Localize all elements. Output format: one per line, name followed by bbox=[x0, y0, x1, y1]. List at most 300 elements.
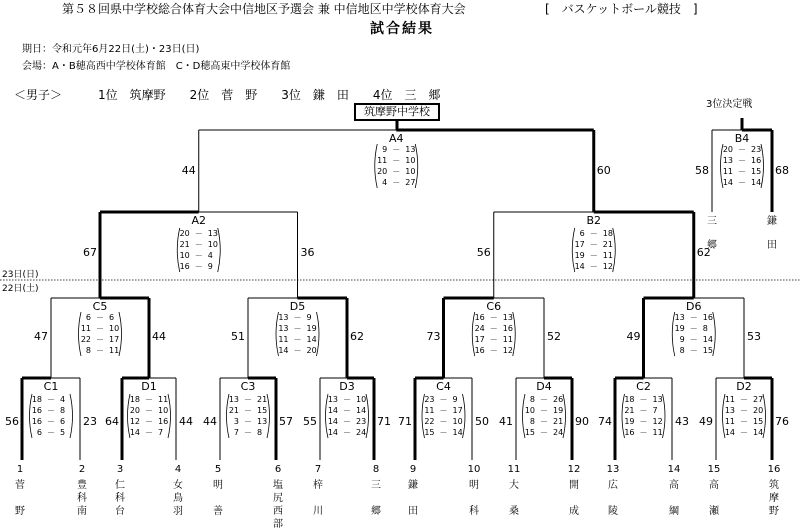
quarter-score: 16 bbox=[751, 156, 762, 165]
quarter-score: 4 bbox=[60, 395, 66, 404]
quarter-score: 16 bbox=[474, 313, 485, 322]
quarter-dash: － bbox=[439, 417, 448, 426]
quarter-score: 11 bbox=[602, 251, 613, 260]
team-name: 梓 bbox=[313, 480, 323, 491]
quarter-score: 9 bbox=[679, 335, 685, 344]
quarter-dash: － bbox=[293, 346, 302, 355]
third-place-team-name: 鎌 bbox=[767, 216, 777, 227]
right-total-score: 44 bbox=[179, 415, 193, 428]
left-total-score: 74 bbox=[598, 415, 612, 428]
quarter-score: 16 bbox=[31, 406, 42, 415]
left-total-score: 73 bbox=[426, 330, 441, 343]
team-name: 野 bbox=[769, 506, 779, 517]
quarter-dash: － bbox=[589, 240, 598, 249]
quarter-score: 22 bbox=[424, 417, 435, 426]
quarter-score: 10 bbox=[405, 167, 416, 176]
team-seed: 2 bbox=[78, 464, 86, 475]
quarter-score: 26 bbox=[553, 395, 564, 404]
team-name: 郷 bbox=[371, 506, 381, 517]
team-name: 三 bbox=[371, 480, 381, 491]
quarter-dash: － bbox=[145, 406, 153, 415]
team-name: 明 bbox=[469, 480, 479, 491]
team-name: 南 bbox=[77, 506, 87, 517]
quarter-score: 6 bbox=[85, 313, 91, 322]
team-name: 野 bbox=[15, 506, 25, 517]
team-name: 陵 bbox=[608, 506, 618, 517]
team-name: 開 bbox=[569, 480, 579, 491]
quarter-score: 12 bbox=[129, 417, 140, 426]
quarter-dash: － bbox=[740, 428, 748, 437]
quarter-score: 13 bbox=[724, 406, 735, 415]
quarter-score: 13 bbox=[405, 145, 416, 154]
day2-label: 23日(日) bbox=[2, 270, 39, 280]
quarter-dash: － bbox=[740, 417, 748, 426]
score-paren bbox=[168, 394, 171, 438]
right-total-score: 60 bbox=[596, 164, 611, 177]
team-name: 塩 bbox=[273, 480, 283, 491]
quarter-dash: － bbox=[343, 395, 351, 404]
quarter-score: 17 bbox=[109, 335, 120, 344]
team-name: 科 bbox=[77, 493, 87, 504]
team-name: 羽 bbox=[173, 506, 183, 517]
left-total-score: 55 bbox=[303, 415, 317, 428]
quarter-score: 21 bbox=[228, 406, 239, 415]
quarter-dash: － bbox=[540, 417, 548, 426]
quarter-score: 16 bbox=[624, 428, 635, 437]
game-id-label: D4 bbox=[536, 380, 552, 393]
quarter-dash: － bbox=[392, 167, 401, 176]
game-id-label: D6 bbox=[686, 300, 702, 313]
score-paren bbox=[79, 312, 82, 356]
team-seed: 9 bbox=[409, 464, 417, 475]
score-paren bbox=[218, 228, 221, 272]
quarter-score: 15 bbox=[751, 167, 762, 176]
right-total-score: 71 bbox=[377, 415, 391, 428]
quarter-score: 14 bbox=[356, 406, 367, 415]
quarter-dash: － bbox=[96, 313, 104, 322]
quarter-score: 20 bbox=[306, 346, 317, 355]
quarter-score: 11 bbox=[652, 428, 663, 437]
quarter-dash: － bbox=[343, 428, 351, 437]
team-name: 田 bbox=[408, 506, 418, 517]
quarter-dash: － bbox=[489, 346, 498, 355]
quarter-score: 8 bbox=[257, 428, 263, 437]
quarter-score: 13 bbox=[257, 417, 268, 426]
champion-box: 筑摩野中学校 bbox=[354, 103, 440, 121]
quarter-score: 14 bbox=[702, 335, 713, 344]
quarter-score: 24 bbox=[356, 428, 367, 437]
quarter-score: 10 bbox=[207, 240, 218, 249]
quarter-score: 6 bbox=[579, 229, 585, 238]
quarter-score: 7 bbox=[158, 428, 164, 437]
left-total-score: 44 bbox=[181, 164, 196, 177]
quarter-score: 8 bbox=[529, 395, 535, 404]
quarter-score: 9 bbox=[306, 313, 312, 322]
quarter-dash: － bbox=[244, 428, 252, 437]
quarter-dash: － bbox=[96, 346, 104, 355]
right-total-score: 36 bbox=[300, 246, 315, 259]
quarter-score: 13 bbox=[652, 395, 663, 404]
quarter-score: 11 bbox=[724, 417, 735, 426]
quarter-score: 20 bbox=[722, 145, 733, 154]
third-place-team-name: 田 bbox=[767, 240, 777, 251]
quarter-score: 13 bbox=[278, 324, 289, 333]
quarter-dash: － bbox=[540, 406, 548, 415]
quarter-score: 11 bbox=[158, 395, 169, 404]
quarter-dash: － bbox=[343, 417, 351, 426]
quarter-score: 24 bbox=[474, 324, 485, 333]
team-seed: 16 bbox=[767, 464, 781, 475]
quarter-dash: － bbox=[738, 178, 746, 187]
quarter-dash: － bbox=[392, 145, 401, 154]
quarter-score: 27 bbox=[405, 178, 416, 187]
quarter-score: 14 bbox=[753, 428, 764, 437]
score-paren bbox=[713, 312, 716, 356]
team-name: 西 bbox=[273, 506, 283, 517]
quarter-score: 10 bbox=[452, 417, 463, 426]
quarter-dash: － bbox=[639, 428, 648, 437]
team-name: 瀬 bbox=[709, 506, 719, 517]
quarter-dash: － bbox=[439, 395, 448, 404]
quarter-score: 10 bbox=[158, 406, 169, 415]
quarter-score: 6 bbox=[109, 313, 115, 322]
game-id-label: C5 bbox=[92, 300, 108, 313]
left-total-score: 67 bbox=[83, 246, 97, 259]
team-seed: 5 bbox=[214, 464, 222, 475]
quarter-dash: － bbox=[489, 335, 498, 344]
quarter-score: 3 bbox=[233, 417, 239, 426]
game-id-label: D2 bbox=[736, 380, 752, 393]
right-total-score: 90 bbox=[575, 415, 589, 428]
quarter-score: 19 bbox=[674, 324, 685, 333]
score-paren bbox=[563, 394, 566, 438]
left-total-score: 64 bbox=[105, 415, 119, 428]
left-total-score: 41 bbox=[499, 415, 513, 428]
quarter-score: 11 bbox=[377, 156, 388, 165]
team-seed: 11 bbox=[507, 464, 521, 475]
quarter-score: 16 bbox=[702, 313, 713, 322]
quarter-score: 15 bbox=[702, 346, 713, 355]
game-id-label: B2 bbox=[586, 214, 602, 227]
quarter-dash: － bbox=[589, 262, 598, 271]
left-total-score: 56 bbox=[5, 415, 19, 428]
quarter-score: 4 bbox=[207, 251, 213, 260]
quarter-score: 16 bbox=[502, 324, 513, 333]
quarter-dash: － bbox=[489, 313, 498, 322]
game-id-label: D1 bbox=[141, 380, 157, 393]
quarter-dash: － bbox=[540, 428, 548, 437]
left-total-score: 47 bbox=[34, 330, 48, 343]
quarter-score: 20 bbox=[179, 229, 190, 238]
quarter-score: 19 bbox=[306, 324, 317, 333]
right-total-score: 53 bbox=[747, 330, 761, 343]
quarter-dash: － bbox=[738, 145, 746, 154]
final-rankings: ＜男子＞ 1位 筑摩野 2位 菅 野 3位 鎌 田 4位 三 郷 bbox=[14, 88, 441, 102]
score-paren bbox=[415, 144, 418, 188]
quarter-score: 16 bbox=[179, 262, 190, 271]
team-name: 科 bbox=[115, 493, 125, 504]
quarter-score: 18 bbox=[624, 395, 635, 404]
quarter-score: 14 bbox=[327, 428, 338, 437]
quarter-score: 11 bbox=[109, 346, 120, 355]
right-total-score: 52 bbox=[547, 330, 561, 343]
quarter-score: 7 bbox=[233, 428, 239, 437]
team-name: 川 bbox=[313, 506, 323, 517]
quarter-score: 11 bbox=[424, 406, 435, 415]
quarter-score: 15 bbox=[257, 406, 268, 415]
quarter-dash: － bbox=[145, 417, 153, 426]
quarter-score: 24 bbox=[553, 428, 564, 437]
right-total-score: 62 bbox=[696, 246, 711, 259]
team-name: 科 bbox=[469, 506, 479, 517]
quarter-score: 14 bbox=[306, 335, 317, 344]
page-title: 第５８回県中学校総合体育大会中信地区予選会 兼 中信地区中学校体育大会 bbox=[62, 2, 466, 16]
left-total-score: 71 bbox=[398, 415, 412, 428]
team-name: 桑 bbox=[509, 506, 519, 517]
quarter-score: 23 bbox=[356, 417, 367, 426]
team-name: 鳥 bbox=[173, 493, 183, 504]
quarter-dash: － bbox=[96, 324, 104, 333]
team-seed: 6 bbox=[274, 464, 282, 475]
team-seed: 4 bbox=[174, 464, 182, 475]
game-id-label: B4 bbox=[734, 132, 750, 145]
quarter-dash: － bbox=[689, 346, 698, 355]
quarter-dash: － bbox=[639, 417, 648, 426]
team-name: 高 bbox=[709, 480, 719, 491]
quarter-score: 13 bbox=[278, 313, 289, 322]
quarter-score: 11 bbox=[502, 335, 513, 344]
score-paren bbox=[366, 394, 369, 438]
event-venue: 会場：A・B穂高西中学校体育館 C・D穂高東中学校体育館 bbox=[22, 61, 291, 72]
left-total-score: 58 bbox=[695, 164, 709, 177]
quarter-score: 13 bbox=[228, 395, 239, 404]
game-id-label: C1 bbox=[43, 380, 59, 393]
quarter-dash: － bbox=[244, 395, 252, 404]
quarter-dash: － bbox=[439, 428, 448, 437]
quarter-score: 8 bbox=[529, 417, 535, 426]
page-subtitle: 試合結果 bbox=[370, 21, 434, 37]
quarter-score: 21 bbox=[602, 240, 613, 249]
game-id-label: C4 bbox=[436, 380, 451, 393]
quarter-dash: － bbox=[639, 406, 648, 415]
quarter-dash: － bbox=[47, 417, 55, 426]
team-seed: 12 bbox=[567, 464, 581, 475]
quarter-score: 11 bbox=[80, 324, 91, 333]
quarter-dash: － bbox=[589, 251, 598, 260]
quarter-score: 8 bbox=[60, 406, 66, 415]
score-paren bbox=[317, 312, 320, 356]
quarter-score: 10 bbox=[405, 156, 416, 165]
team-name: 鎌 bbox=[408, 480, 418, 491]
quarter-dash: － bbox=[392, 156, 401, 165]
quarter-score: 23 bbox=[751, 145, 762, 154]
quarter-score: 10 bbox=[356, 395, 367, 404]
quarter-score: 21 bbox=[179, 240, 190, 249]
quarter-score: 12 bbox=[652, 417, 663, 426]
quarter-score: 14 bbox=[724, 428, 735, 437]
quarter-score: 9 bbox=[382, 145, 388, 154]
quarter-score: 18 bbox=[129, 395, 140, 404]
quarter-score: 19 bbox=[553, 406, 564, 415]
quarter-score: 16 bbox=[474, 346, 485, 355]
score-paren bbox=[70, 394, 73, 438]
quarter-dash: － bbox=[689, 313, 698, 322]
quarter-dash: － bbox=[639, 395, 648, 404]
event-dates: 期日：令和元年6月22日(土)・23日(日) bbox=[22, 44, 200, 55]
quarter-score: 9 bbox=[207, 262, 213, 271]
left-total-score: 49 bbox=[699, 415, 713, 428]
right-total-score: 50 bbox=[475, 415, 489, 428]
team-name: 広 bbox=[608, 480, 618, 491]
quarter-score: 8 bbox=[702, 324, 708, 333]
quarter-dash: － bbox=[194, 251, 203, 260]
quarter-score: 14 bbox=[452, 428, 463, 437]
quarter-dash: － bbox=[439, 406, 448, 415]
quarter-score: 4 bbox=[382, 178, 388, 187]
team-name: 筑 bbox=[769, 480, 779, 491]
team-name: 台 bbox=[115, 506, 125, 517]
game-id-label: C3 bbox=[240, 380, 256, 393]
quarter-score: 17 bbox=[574, 240, 585, 249]
quarter-dash: － bbox=[145, 428, 153, 437]
quarter-score: 18 bbox=[31, 395, 42, 404]
quarter-dash: － bbox=[293, 324, 302, 333]
quarter-dash: － bbox=[489, 324, 498, 333]
left-total-score: 44 bbox=[203, 415, 217, 428]
right-total-score: 76 bbox=[775, 415, 789, 428]
day1-label: 22日(土) bbox=[2, 284, 39, 294]
quarter-score: 19 bbox=[574, 251, 585, 260]
quarter-score: 10 bbox=[109, 324, 120, 333]
quarter-score: 11 bbox=[278, 335, 289, 344]
quarter-score: 12 bbox=[502, 346, 513, 355]
quarter-score: 14 bbox=[751, 178, 762, 187]
game-id-label: A2 bbox=[191, 214, 207, 227]
score-paren bbox=[763, 394, 766, 438]
quarter-dash: － bbox=[47, 406, 55, 415]
quarter-score: 17 bbox=[474, 335, 485, 344]
quarter-score: 13 bbox=[502, 313, 513, 322]
score-paren bbox=[613, 228, 616, 272]
quarter-score: 11 bbox=[724, 395, 735, 404]
team-seed: 10 bbox=[467, 464, 481, 475]
right-total-score: 23 bbox=[83, 415, 97, 428]
right-total-score: 57 bbox=[279, 415, 293, 428]
team-name: 綱 bbox=[669, 506, 679, 517]
score-paren bbox=[513, 312, 516, 356]
quarter-dash: － bbox=[293, 335, 302, 344]
quarter-dash: － bbox=[738, 156, 746, 165]
quarter-dash: － bbox=[689, 324, 698, 333]
quarter-dash: － bbox=[194, 229, 203, 238]
quarter-score: 27 bbox=[753, 395, 764, 404]
team-name: 大 bbox=[509, 480, 519, 491]
quarter-score: 5 bbox=[60, 428, 66, 437]
quarter-dash: － bbox=[244, 406, 252, 415]
left-total-score: 56 bbox=[476, 246, 491, 259]
third-place-team-name: 郷 bbox=[707, 240, 717, 251]
quarter-score: 16 bbox=[158, 417, 169, 426]
quarter-dash: － bbox=[47, 395, 55, 404]
team-seed: 15 bbox=[707, 464, 721, 475]
quarter-dash: － bbox=[740, 395, 748, 404]
quarter-dash: － bbox=[96, 335, 104, 344]
quarter-dash: － bbox=[589, 229, 598, 238]
quarter-score: 22 bbox=[80, 335, 91, 344]
quarter-score: 13 bbox=[722, 156, 733, 165]
quarter-score: 14 bbox=[278, 346, 289, 355]
quarter-score: 14 bbox=[722, 178, 733, 187]
third-place-label: 3位決定戦 bbox=[706, 99, 753, 110]
quarter-score: 20 bbox=[377, 167, 388, 176]
quarter-dash: － bbox=[689, 335, 698, 344]
quarter-score: 13 bbox=[327, 395, 338, 404]
team-name: 女 bbox=[173, 480, 183, 491]
team-name: 仁 bbox=[115, 480, 125, 491]
quarter-score: 21 bbox=[624, 406, 635, 415]
quarter-score: 20 bbox=[129, 406, 140, 415]
quarter-score: 6 bbox=[36, 428, 42, 437]
quarter-score: 19 bbox=[624, 417, 635, 426]
quarter-dash: － bbox=[293, 313, 302, 322]
team-seed: 13 bbox=[606, 464, 620, 475]
quarter-dash: － bbox=[540, 395, 548, 404]
quarter-score: 16 bbox=[31, 417, 42, 426]
quarter-score: 21 bbox=[257, 395, 268, 404]
quarter-score: 14 bbox=[327, 406, 338, 415]
quarter-score: 14 bbox=[327, 417, 338, 426]
quarter-score: 14 bbox=[574, 262, 585, 271]
quarter-score: 10 bbox=[179, 251, 190, 260]
team-name: 高 bbox=[669, 480, 679, 491]
quarter-dash: － bbox=[740, 406, 748, 415]
quarter-score: 12 bbox=[602, 262, 613, 271]
quarter-score: 6 bbox=[60, 417, 66, 426]
right-total-score: 43 bbox=[675, 415, 689, 428]
game-id-label: A4 bbox=[388, 132, 404, 145]
quarter-score: 15 bbox=[753, 417, 764, 426]
quarter-dash: － bbox=[244, 417, 252, 426]
team-seed: 7 bbox=[314, 464, 322, 475]
game-id-label: D3 bbox=[339, 380, 355, 393]
team-name: 豊 bbox=[77, 480, 87, 491]
right-total-score: 44 bbox=[152, 330, 166, 343]
score-paren bbox=[375, 144, 378, 188]
team-seed: 14 bbox=[667, 464, 681, 475]
right-total-score: 68 bbox=[775, 164, 789, 177]
left-total-score: 51 bbox=[231, 330, 245, 343]
quarter-score: 15 bbox=[524, 428, 535, 437]
quarter-score: 8 bbox=[679, 346, 685, 355]
quarter-score: 23 bbox=[424, 395, 435, 404]
team-name: 尻 bbox=[273, 493, 283, 504]
score-paren bbox=[463, 394, 466, 438]
team-seed: 1 bbox=[16, 464, 24, 475]
quarter-score: 21 bbox=[553, 417, 564, 426]
sport-label: [ バスケットボール競技 ] bbox=[545, 2, 698, 16]
quarter-score: 10 bbox=[524, 406, 535, 415]
team-name: 明 bbox=[213, 480, 223, 491]
quarter-dash: － bbox=[194, 262, 203, 271]
quarter-dash: － bbox=[343, 406, 351, 415]
team-name: 成 bbox=[569, 506, 579, 517]
quarter-dash: － bbox=[145, 395, 153, 404]
quarter-score: 20 bbox=[753, 406, 764, 415]
score-paren bbox=[663, 394, 666, 438]
quarter-dash: － bbox=[47, 428, 55, 437]
quarter-score: 8 bbox=[85, 346, 91, 355]
quarter-score: 7 bbox=[652, 406, 658, 415]
